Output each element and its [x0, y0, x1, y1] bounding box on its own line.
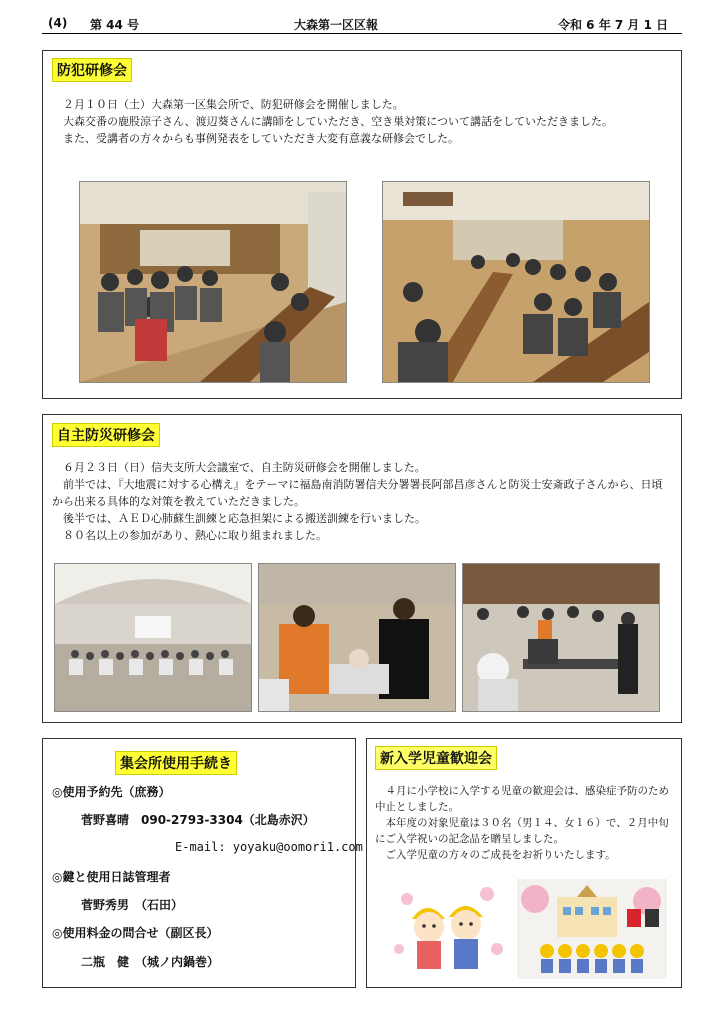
issue-date: 令和 6 年 7 月 1 日: [558, 18, 669, 32]
bousai-paragraph: ８０名以上の参加があり、熱心に取り組まれました。: [63, 529, 327, 542]
bousai-photo-3: [462, 563, 660, 712]
kids-illustration: [387, 879, 509, 979]
bousai-body: [52, 459, 672, 544]
newsletter-title: 大森第一区区報: [294, 18, 379, 32]
bousai-paragraph: 前半では、『大地震に対する心構え』をテーマに福島南消防署信夫分署署長阿部昌彦さんと防災士安斎政子さんから、日頃から出来る具体的な対策を教えていただきました。: [52, 478, 663, 508]
bousai-paragraph: 後半では、ＡＥＤ心肺蘇生訓練と応急担架による搬送訓練を行いました。: [63, 512, 426, 525]
bousai-heading: 自主防災研修会: [52, 423, 160, 447]
school-illustration: [517, 879, 667, 979]
shukai-heading: 集会所使用手続き: [115, 751, 237, 775]
shukai-section: [42, 738, 363, 988]
fee-label: ◎使用料金の問合せ（副区長）: [52, 926, 219, 940]
reserve-label: ◎使用予約先（庶務）: [52, 785, 171, 799]
bouhan-paragraph: 大森交番の鹿股涼子さん、渡辺葵さんに講師をしていただき、空き巣対策について講話をしていただきました。: [63, 115, 613, 128]
bousai-photo-2: [258, 563, 456, 712]
page-number: (4): [48, 16, 68, 30]
reserve-contact: 菅野喜晴 090-2793-3304（北島赤沢）: [81, 813, 315, 827]
fee-contact: 二瓶 健 （城ノ内鍋巻）: [81, 955, 220, 969]
page-header: [42, 14, 682, 34]
reserve-email: E-mail: yoyaku@oomori1.com: [175, 840, 363, 854]
key-manager: 菅野秀男 （石田）: [81, 898, 184, 912]
shinnyu-heading: 新入学児童歓迎会: [375, 746, 497, 770]
header-divider: [42, 33, 682, 34]
shinnyu-paragraph: ご入学児童の方々のご成長をお祈りいたします。: [385, 849, 616, 861]
bouhan-body: [52, 96, 672, 147]
bousai-section: [42, 414, 682, 723]
key-label: ◎鍵と使用日誌管理者: [52, 870, 171, 884]
shinnyu-paragraph: ４月に小学校に入学する児童の歓迎会は、感染症予防のため中止としました。: [375, 785, 669, 813]
bouhan-heading: 防犯研修会: [52, 58, 132, 82]
bouhan-photo-2: [382, 181, 650, 383]
shinnyu-body: [375, 783, 675, 863]
bousai-photo-1: [54, 563, 252, 712]
bousai-paragraph: ６月２３日（日）信夫支所大会議室で、自主防災研修会を開催しました。: [63, 461, 426, 474]
bouhan-photo-1: [79, 181, 347, 383]
bouhan-paragraph: また、受講者の方々からも事例発表をしていただき大変有意義な研修会でした。: [63, 132, 459, 145]
shinnyu-section: [366, 738, 682, 988]
bouhan-paragraph: ２月１０日（土）大森第一区集会所で、防犯研修会を開催しました。: [63, 98, 404, 111]
shinnyu-paragraph: 本年度の対象児童は３０名（男１４、女１６）で、２月中旬にご入学祝いの記念品を贈呈しました。: [375, 817, 669, 845]
bouhan-section: [42, 50, 682, 399]
issue-number: 第 44 号: [90, 18, 140, 32]
